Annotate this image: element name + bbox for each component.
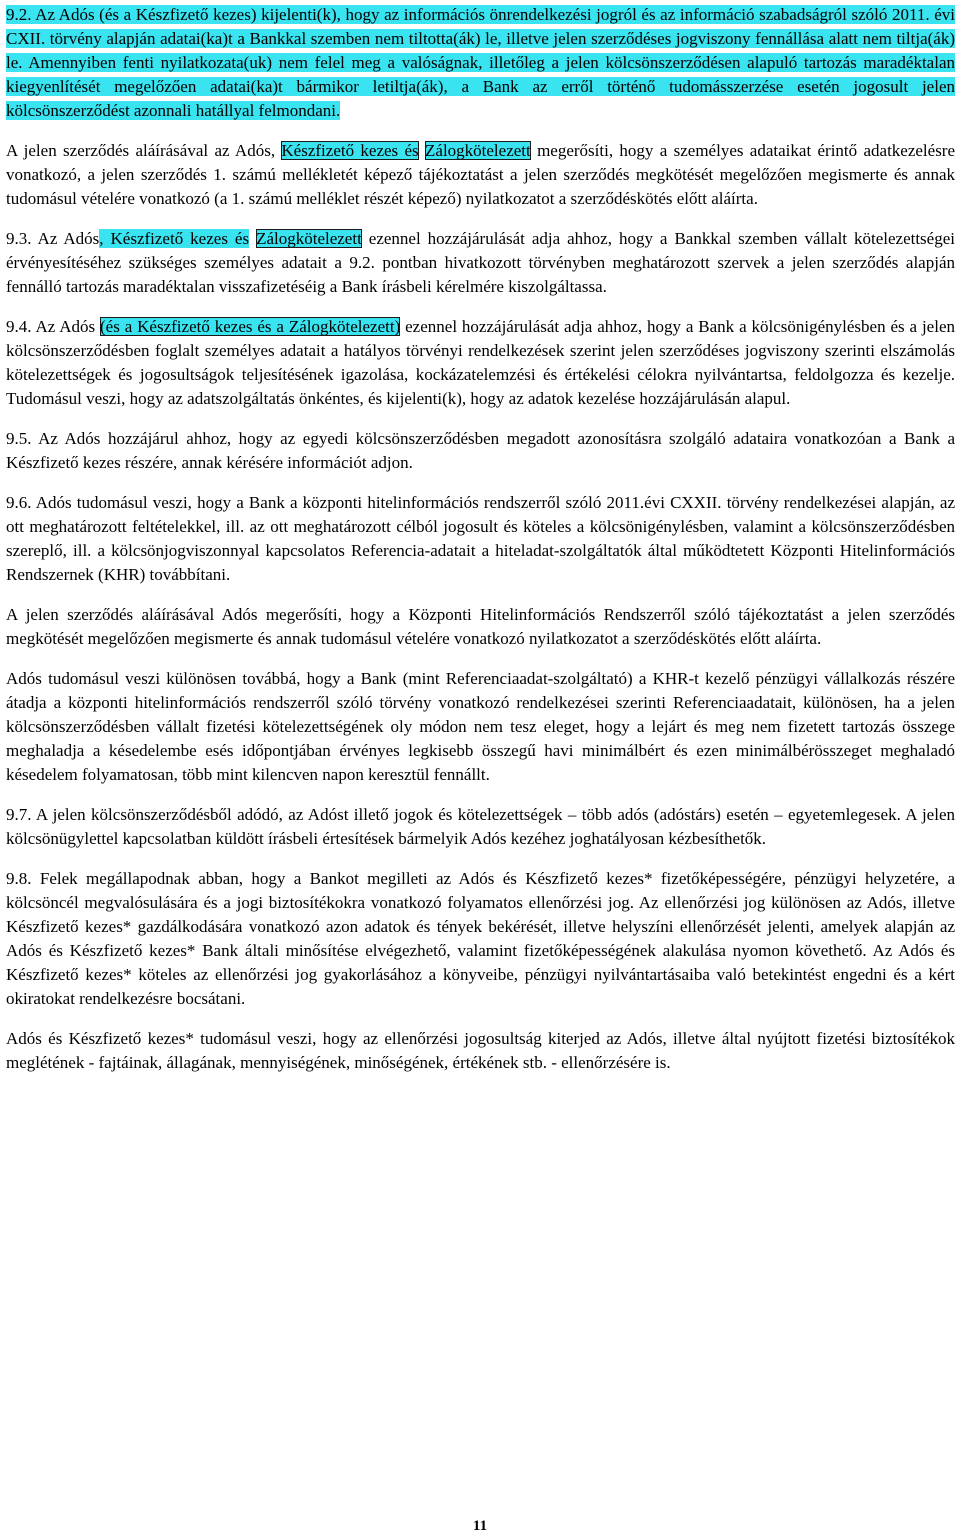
paragraph-9-8: 9.8. Felek megállapodnak abban, hogy a Bankot megilleti az Adós és Készfizető kezes* fizetőképességére, pénzügyi helyzetére, a kölcsöncél megvalósulására és a jogi biztosítékokra vonatkozó folyamatos ellenőrzési jog. Az ellenőrzési jog különösen az Adós, illetve Készfizető kezes* gazdálkodására vonatkozó azon adatok és tények bekérését, illetve helyszíni ellenőrzését jelenti, amelyek alapján az Adós és Készfizető kezes* Bank általi minősítése elvégezhető, valamint fizetőképességének alakulása nyomon követhető. Az Adós és Készfizető kezes* köteles az ellenőrzési jog gyakorlásához a könyveibe, pénzügyi nyilvántartásaiba való betekintést engedni és a kért okiratokat rendelkezésre bocsátani.	[6, 869, 955, 1008]
paragraph-khr-confirmation: A jelen szerződés aláírásával Adós megerősíti, hogy a Központi Hitelinformációs Rendszerről szóló tájékoztatást a jelen szerződés megkötését megelőzően megismerte és annak tudomásul vételére vonatkozó nyilatkozatot a szerződéskötés előtt aláírta.	[6, 605, 955, 648]
highlighted-text: 9.2. Az Adós (és a Készfizető kezes) kijelenti(k), hogy az információs önrendelkezési jogról és az információ szabadságról szóló 2011. évi CXII. törvény alapján adatai(ka)t a Bankkal szemben nem tiltotta(ák) le, illetve jelen szerződéses jogviszony fennállása alatt nem tiltja(ák) le. Amennyiben fenti nyilatkozata(uk) nem felel meg a valóságnak, illetőleg a jelen kölcsönszerződésen alapuló tartozás maradéktalan kiegyenlítését megelőzően adatai(ka)t bármikor letiltja(ák), a Bank az erről történő tudomásszerzése esetén jogosult jelen kölcsönszerződést azonnali hatállyal felmondani.	[6, 5, 955, 120]
highlighted-text: Zálogkötelezett	[256, 229, 362, 248]
paragraph-text: megerősíti, hogy a személyes adataikat érintő adatkezelésre vonatkozó, a jelen szerződés 1. számú mellékletét képező tájékoztatást a jelen szerződés megkötését megelőzően megismerte és annak tudomásul vételére vonatkozó (a 1. számú melléklet részét képező) nyilatkozatot a szerződéskötés előtt aláírta.	[6, 141, 956, 208]
paragraph-9-4	[6, 315, 955, 411]
paragraph-9-3	[6, 227, 955, 299]
highlighted-text: (és a Készfizető kezes és a Zálogkötelezett)	[100, 317, 401, 336]
paragraph-text: 9.4. Az Adós	[6, 317, 101, 336]
paragraph-control-scope: Adós és Készfizető kezes* tudomásul veszi, hogy az ellenőrzési jogosultság kiterjed az Adós, illetve által nyújtott fizetési biztosítékok meglétének - fajtáinak, állagának, mennyiségének, minőségének, értékének stb. - ellenőrzésére is.	[6, 1029, 955, 1072]
highlighted-text: , Készfizető kezes és	[99, 229, 250, 248]
document-body	[6, 3, 955, 1091]
paragraph-text: 9.3. Az Adós	[6, 229, 100, 248]
page-number: 11	[472, 1518, 488, 1534]
paragraph-consent-signature	[6, 139, 955, 211]
paragraph-9-7: 9.7. A jelen kölcsönszerződésből adódó, az Adóst illető jogok és kötelezettségek – több adós (adóstárs) esetén – egyetemlegesek. A jelen kölcsönügylettel kapcsolatban küldött írásbeli értesítések bármelyik Adós kezéhez joghatályosan kézbesíthetők.	[6, 805, 955, 848]
paragraph-text: ezennel hozzájárulását adja ahhoz, hogy a Bank a kölcsönigénylésben és a jelen kölcsönszerződésben foglalt személyes adatait a hatályos törvényi rendelkezések szerint jelen szerződéses jogviszony szerinti elszámolás kötelezettségek és jogosultságok teljesítésének igazolása, kockázatelemzési és értékelési célokra nyilvántartsa, feldolgozza és kezelje. Tudomásul veszi, hogy az adatszolgáltatás önkéntes, és kijelenti(k), hogy az adatok kezelése hozzájárulásán alapul.	[6, 317, 955, 408]
paragraph-khr-data-transfer: Adós tudomásul veszi különösen továbbá, hogy a Bank (mint Referenciaadat-szolgáltató) a KHR-t kezelő pénzügyi vállalkozás részére átadja a központi hitelinformációs rendszerről szóló törvény vonatkozó rendelkezései szerinti Referenciaadatait, különösen, ha a jelen kölcsönszerződésben vállalt fizetési kötelezettségének oly módon nem tesz eleget, hogy a lejárt és meg nem fizetett tartozás összege meghaladja a késedelembe esés időpontjában érvényes legkisebb összegű havi minimálbért és ezen minimálbérösszeget meghaladó késedelem folyamatosan, több mint kilencven napon keresztül fennállt.	[6, 669, 955, 784]
highlighted-text: Zálogkötelezett	[425, 141, 531, 160]
paragraph-text	[249, 229, 256, 248]
paragraph-9-6: 9.6. Adós tudomásul veszi, hogy a Bank a központi hitelinformációs rendszerről szóló 2011.évi CXXII. törvény rendelkezései alapján, az ott meghatározott feltételekkel, ill. az ott meghatározott célból jogosult és köteles a kölcsönigénylésben, valamint a kölcsönszerződésben szereplő, ill. a kölcsönjogviszonnyal kapcsolatos Referencia-adatait a hiteladat-szolgáltatók által működtetett Központi Hitelinformációs Rendszernek (KHR) továbbítani.	[6, 493, 955, 584]
paragraph-9-5: 9.5. Az Adós hozzájárul ahhoz, hogy az egyedi kölcsönszerződésben megadott azonosításra szolgáló adataira vonatkozóan a Bank a Készfizető kezes részére, annak kérésére információt adjon.	[6, 429, 955, 472]
paragraph-text: A jelen szerződés aláírásával az Adós,	[6, 141, 282, 160]
highlighted-text: Készfizető kezes és	[281, 141, 419, 160]
paragraph-9-2	[6, 3, 955, 123]
paragraph-text: ezennel hozzájárulását adja ahhoz, hogy a Bankkal szemben vállalt kötelezettségei érvényesítéséhez szükséges személyes adatait a 9.2. pontban hivatkozott törvényben meghatározott szervek a jelen szerződés alapján fennálló tartozás maradéktalan visszafizetéséig a Bank írásbeli kérelmére kiszolgáltassa.	[6, 229, 955, 296]
